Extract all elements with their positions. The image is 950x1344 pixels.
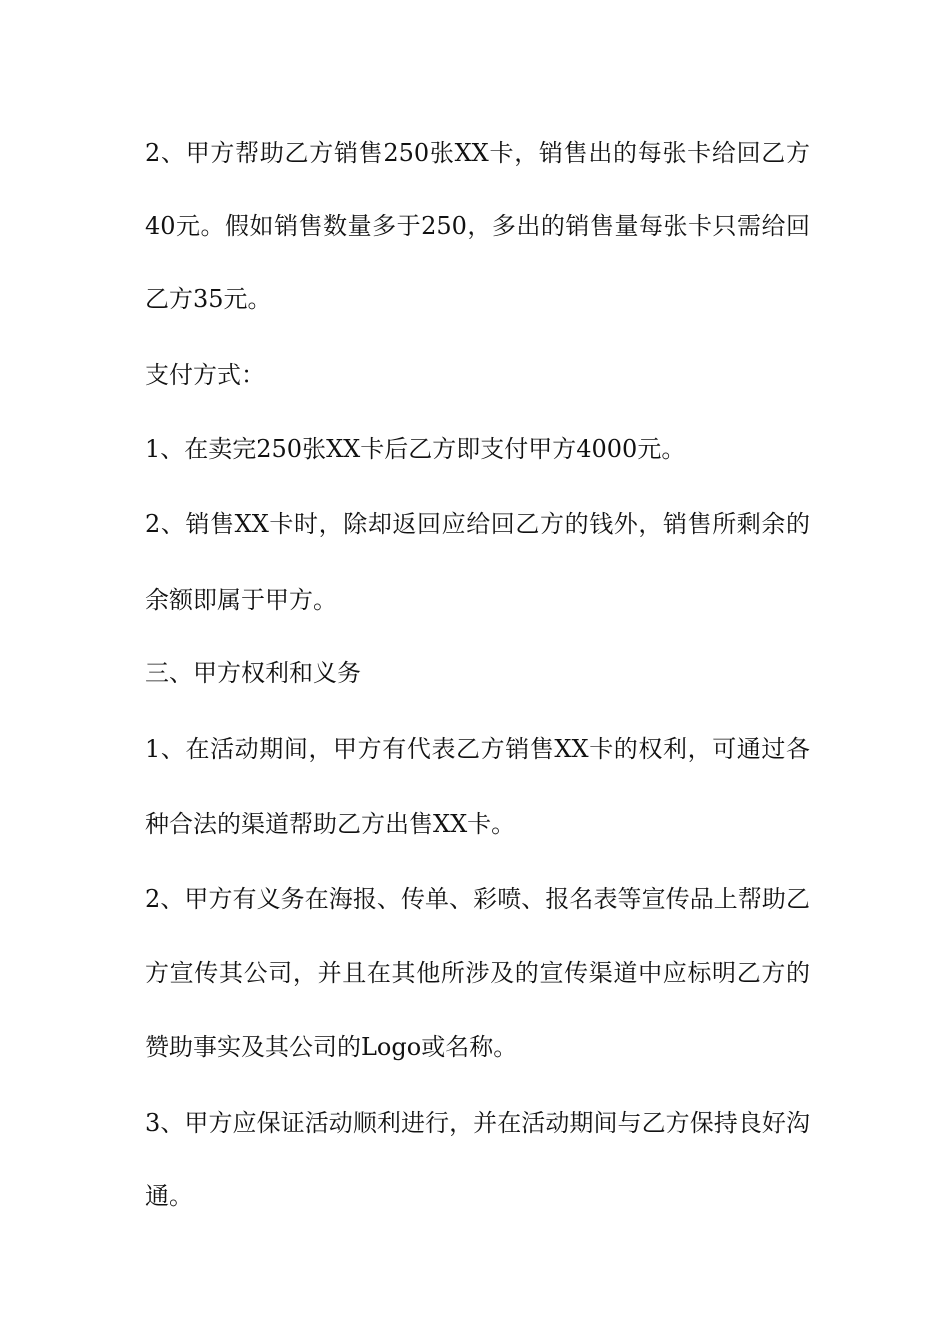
paragraph-line: 3、甲方应保证活动顺利进行，并在活动期间与乙方保持良好沟 (145, 1109, 810, 1137)
paragraph-line: 40元。假如销售数量多于250，多出的销售量每张卡只需给回 (145, 212, 810, 240)
paragraph-line: 1、在卖完250张XX卡后乙方即支付甲方4000元。 (145, 435, 686, 463)
section-heading: 三、甲方权利和义务 (145, 659, 361, 687)
paragraph-line: 余额即属于甲方。 (145, 586, 337, 614)
paragraph-line: 种合法的渠道帮助乙方出售XX卡。 (145, 810, 516, 838)
paragraph-line: 2、甲方帮助乙方销售250张XX卡，销售出的每张卡给回乙方 (145, 139, 810, 167)
paragraph-line: 赞助事实及其公司的Logo或名称。 (145, 1033, 518, 1061)
paragraph-line: 通。 (145, 1182, 193, 1210)
section-heading: 支付方式： (145, 361, 265, 389)
paragraph-line: 乙方35元。 (145, 285, 272, 313)
paragraph-line: 2、甲方有义务在海报、传单、彩喷、报名表等宣传品上帮助乙 (145, 885, 810, 913)
paragraph-line: 2、销售XX卡时，除却返回应给回乙方的钱外，销售所剩余的 (145, 510, 810, 538)
paragraph-line: 1、在活动期间，甲方有代表乙方销售XX卡的权利，可通过各 (145, 735, 810, 763)
paragraph-line: 方宣传其公司，并且在其他所涉及的宣传渠道中应标明乙方的 (145, 959, 810, 987)
